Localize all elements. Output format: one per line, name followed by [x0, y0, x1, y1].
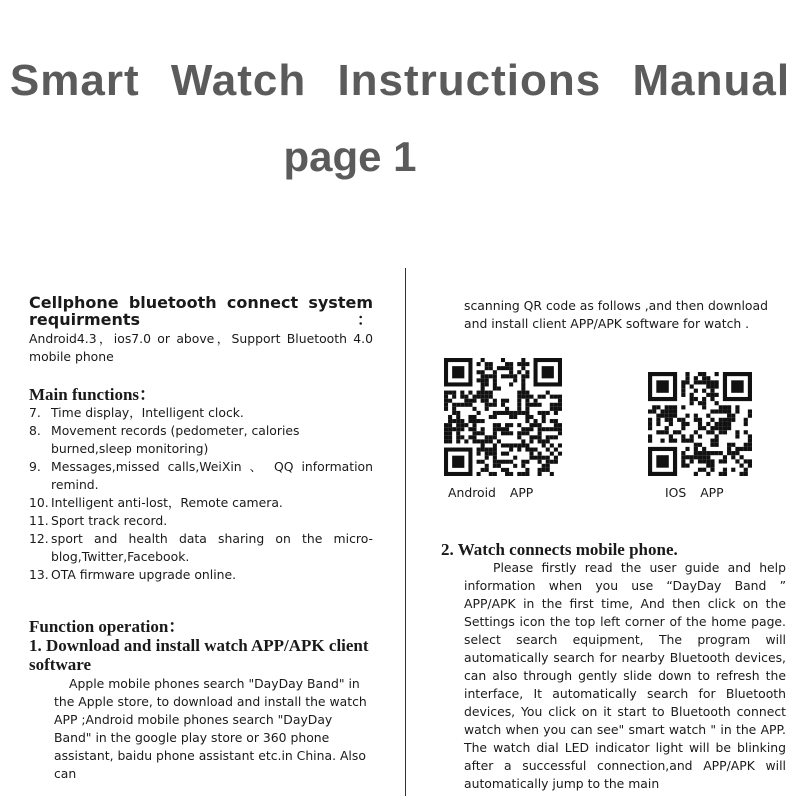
requirements-heading: Cellphone bluetooth connect system requirments： [29, 293, 373, 329]
right-column [441, 297, 786, 333]
item-text: Sport track record. [51, 513, 168, 528]
qr-intro-text: scanning QR code as follows ,and then download and install client APP/APK software for watch . [464, 298, 768, 331]
page-subtitle: page 1 [283, 133, 417, 180]
item-text: Time display，Intelligent clock. [51, 405, 244, 420]
item-text: sport and health data sharing on the micro-blog,Twitter,Facebook. [51, 531, 373, 564]
step1-text: Apple mobile phones search "DayDay Band" in the Apple store, to download and install the watch APP ;Android mobile phones search "DayDay Band" in the google play store or 360 phone assistant, baidu phone assistant etc.in China. Also can [54, 676, 367, 781]
list-item [29, 512, 373, 530]
function-operation-heading: Function operation： [29, 617, 186, 636]
functions-list [29, 404, 373, 584]
list-item [29, 530, 373, 566]
android-app-label: Android APP [448, 485, 534, 500]
step2-heading: 2. Watch connects mobile phone. [441, 540, 678, 559]
step1-heading: 1. Download and install watch APP/APK client software [29, 636, 369, 674]
left-column [29, 294, 373, 783]
item-number: 7. [29, 405, 41, 420]
list-item [29, 422, 373, 458]
item-text: Intelligent anti-lost，Remote camera. [51, 495, 283, 510]
step2-section [441, 540, 786, 793]
ios-qr-code[interactable] [648, 372, 752, 476]
column-divider [405, 268, 406, 796]
item-number: 11. [29, 513, 49, 528]
item-number: 13. [29, 567, 49, 582]
list-item [29, 404, 373, 422]
list-item [29, 494, 373, 512]
list-item [29, 458, 373, 494]
requirements-text: Android4.3，ios7.0 or above，Support Bluetooth 4.0 mobile phone [29, 331, 373, 364]
page-title: Smart Watch Instructions Manual [9, 56, 791, 105]
item-number: 9. [29, 459, 41, 474]
step2-text: Please firstly read the user guide and help information when you use “DayDay Band ” APP/APK in the first time, And then click on the Settings icon the top left corner of the home page. select search equipment, The program will automatically search for nearby Bluetooth devices, can also through gently slide down to refresh the interface, It automatically search for Bluetooth devices, You click on it start to Bluetooth connect watch when you can see" smart watch " in the APP. The watch dial LED indicator light will be blinking after a successful connection,and APP/APK will automatically jump to the main [464, 560, 786, 791]
item-text: Messages,missed calls,WeiXin 、 QQ information remind. [51, 459, 373, 492]
item-number: 10. [29, 495, 49, 510]
qr-code-section [441, 358, 786, 508]
android-qr-code[interactable] [444, 358, 562, 476]
item-number: 8. [29, 423, 41, 438]
list-item [29, 566, 373, 584]
item-number: 12. [29, 531, 49, 546]
item-text: OTA firmware upgrade online. [51, 567, 237, 582]
main-functions-heading: Main functions： [29, 385, 157, 404]
item-text: Movement records (pedometer, calories burned,sleep monitoring) [51, 423, 300, 456]
ios-app-label: IOS APP [665, 485, 724, 500]
